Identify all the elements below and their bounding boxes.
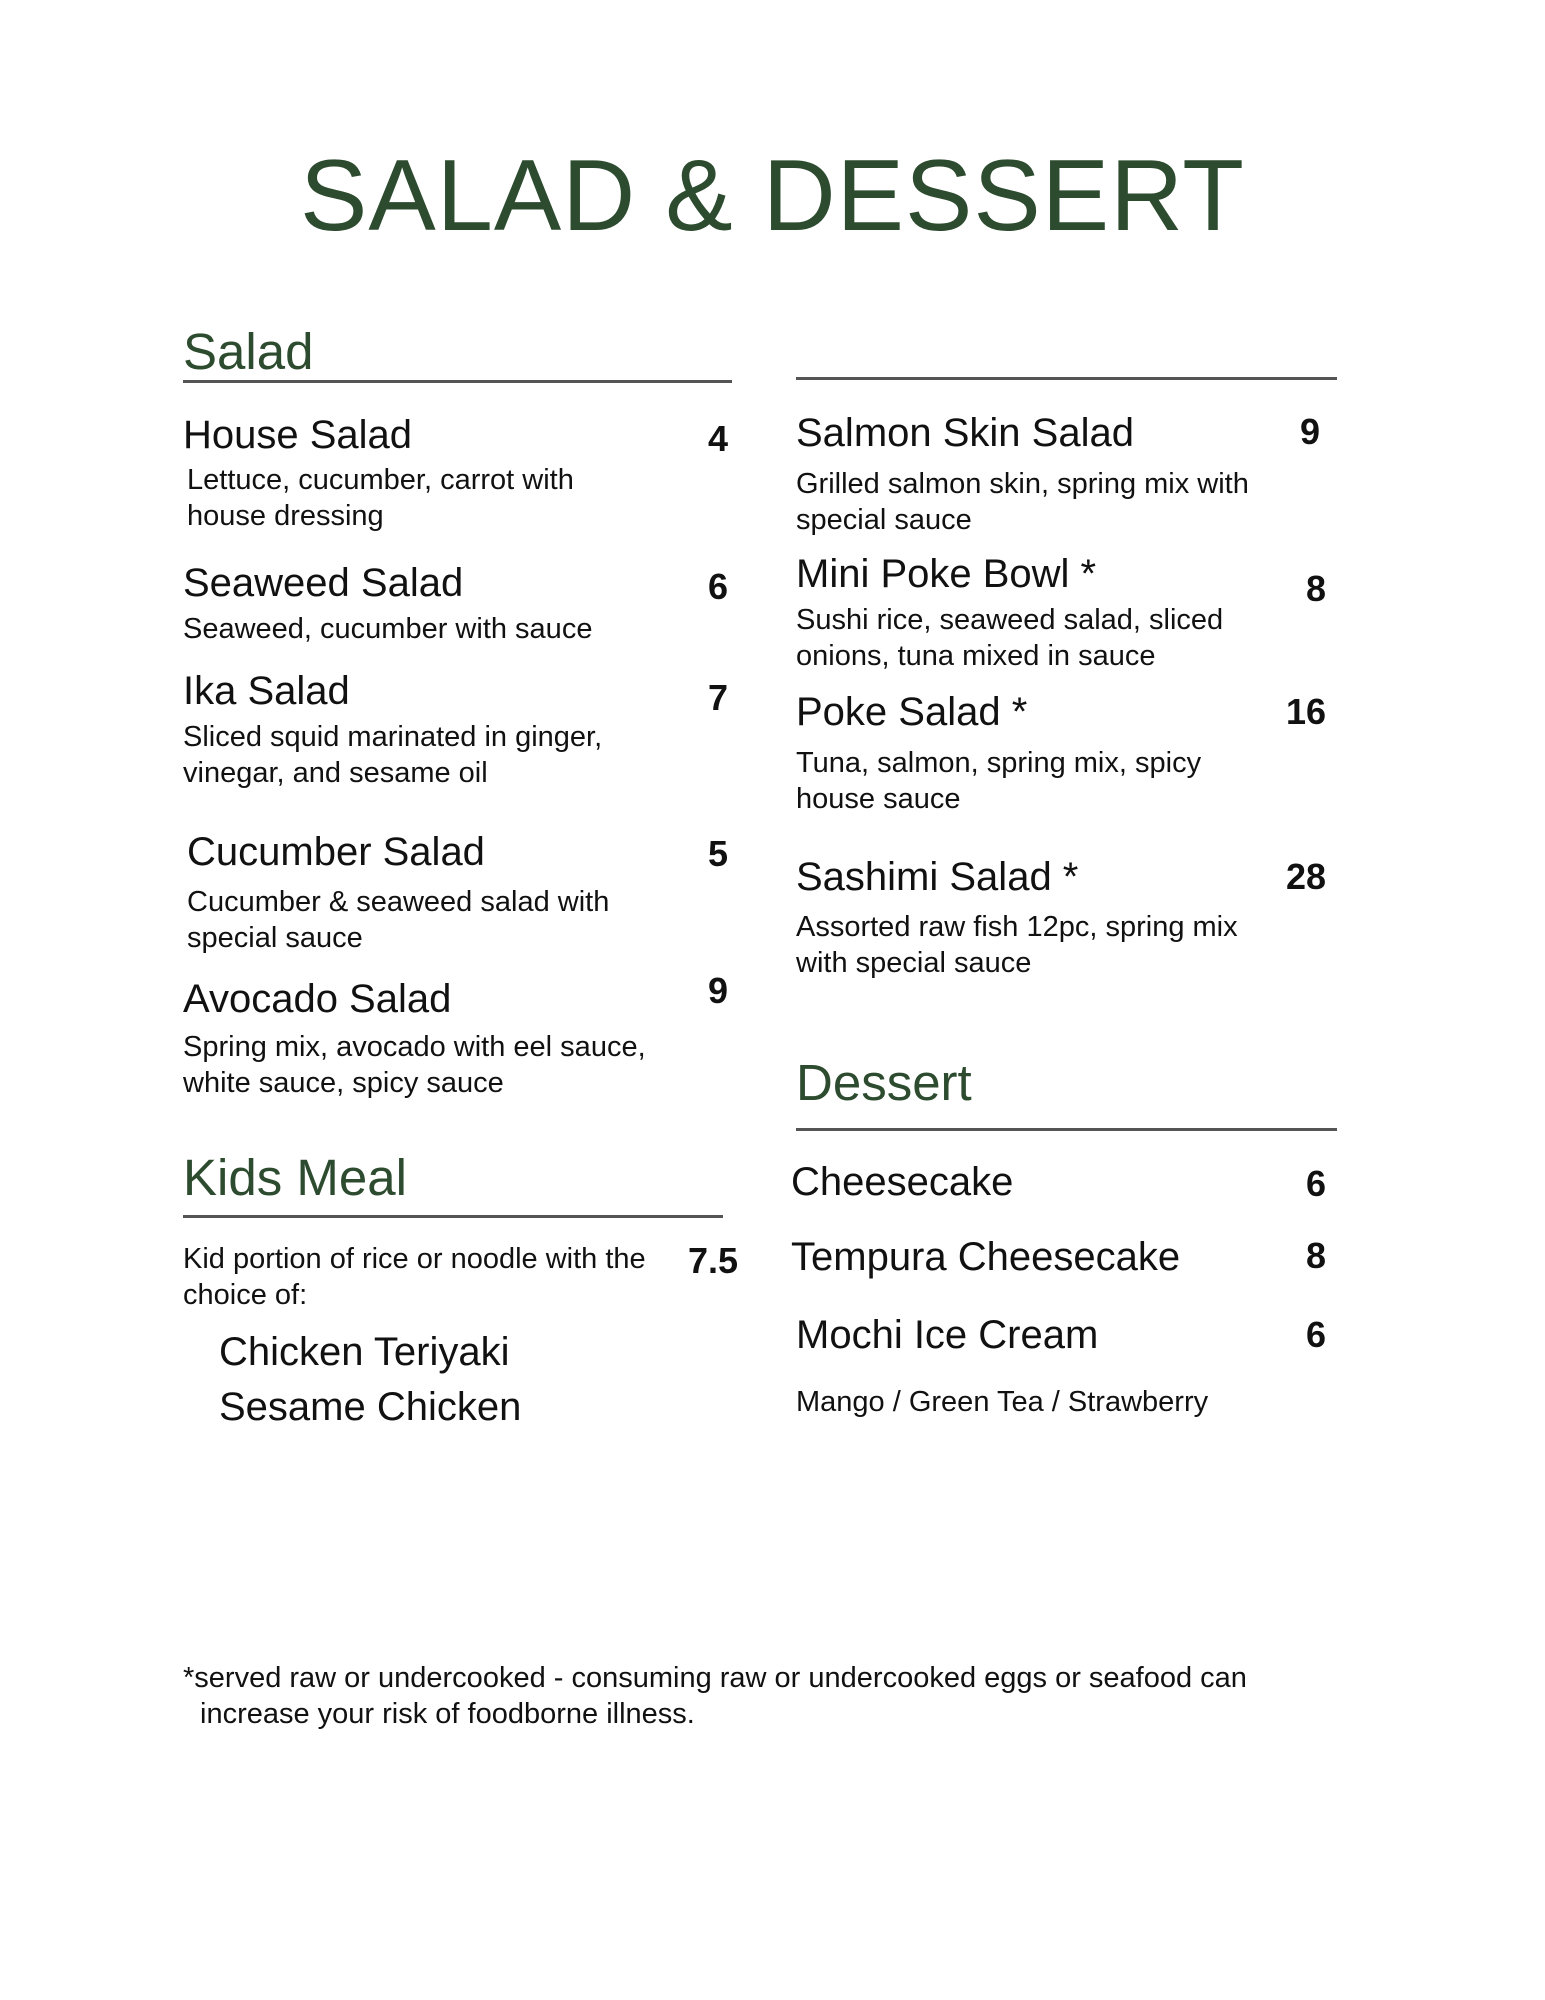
menu-item-price: 9 — [1299, 411, 1320, 452]
menu-item-description: Cucumber & seaweed salad with special sauce — [187, 886, 610, 954]
kids-meal-heading: Kids Meal — [183, 1149, 407, 1206]
menu-item-name: Ika Salad — [183, 669, 350, 713]
menu-item-description: Lettuce, cucumber, carrot with house dressing — [187, 464, 574, 532]
menu-item-price: 5 — [707, 833, 728, 874]
menu-item-price: 4 — [707, 418, 728, 459]
menu-item-price: 6 — [707, 566, 728, 607]
dessert-heading: Dessert — [796, 1054, 972, 1111]
menu-item-description: Mango / Green Tea / Strawberry — [796, 1386, 1209, 1418]
menu-item-description: Assorted raw fish 12pc, spring mix with special sauce — [796, 911, 1238, 979]
menu-item-price: 6 — [1305, 1314, 1326, 1355]
menu-item-price: 6 — [1305, 1163, 1326, 1204]
menu-item-name: Poke Salad * — [796, 690, 1028, 734]
menu-item-price: 16 — [1285, 691, 1326, 732]
menu-item-price: 8 — [1305, 1235, 1326, 1276]
menu-item-description: Tuna, salmon, spring mix, spicy house sauce — [796, 747, 1202, 815]
kids-meal-price: 7.5 — [687, 1240, 738, 1281]
salad-heading: Salad — [183, 323, 314, 380]
menu-title: SALAD & DESSERT — [300, 140, 1245, 252]
kids-meal-choice: Chicken Teriyaki — [219, 1330, 510, 1374]
menu-item-name: Mini Poke Bowl * — [796, 552, 1097, 596]
kids-meal-description: Kid portion of rice or noodle with the choice of: — [183, 1243, 646, 1311]
menu-item-name: Avocado Salad — [183, 977, 452, 1021]
dessert-divider — [796, 1128, 1337, 1131]
menu-item-description: Spring mix, avocado with eel sauce, white sauce, spicy sauce — [183, 1031, 646, 1099]
menu-item-name: Cucumber Salad — [187, 830, 485, 874]
menu-item-price: 9 — [707, 970, 728, 1011]
menu-item-description: Seaweed, cucumber with sauce — [183, 613, 593, 645]
menu-item-name: House Salad — [183, 413, 413, 457]
footnote-line-2: increase your risk of foodborne illness. — [200, 1698, 695, 1730]
menu-item-name: Mochi Ice Cream — [796, 1313, 1099, 1357]
footnote-line-1: *served raw or undercooked - consuming raw or undercooked eggs or seafood can — [183, 1662, 1247, 1694]
menu-item-description: Sliced squid marinated in ginger, vinegar, and sesame oil — [183, 721, 603, 789]
menu-item-name: Salmon Skin Salad — [796, 411, 1134, 455]
menu-item-description: Grilled salmon skin, spring mix with special sauce — [796, 468, 1249, 536]
kids-meal-choice: Sesame Chicken — [219, 1385, 522, 1429]
menu-item-price: 8 — [1305, 568, 1326, 609]
menu-item-price: 7 — [707, 677, 728, 718]
menu-item-price: 28 — [1285, 856, 1326, 897]
menu-item-name: Seaweed Salad — [183, 561, 464, 605]
salad-divider-left — [183, 380, 732, 383]
menu-item-name: Sashimi Salad * — [796, 855, 1079, 899]
menu-item-name: Tempura Cheesecake — [791, 1235, 1181, 1279]
kids-meal-divider — [183, 1215, 723, 1218]
salad-divider-right — [796, 377, 1337, 380]
menu-item-name: Cheesecake — [791, 1160, 1014, 1204]
menu-item-description: Sushi rice, seaweed salad, sliced onions, tuna mixed in sauce — [796, 604, 1224, 672]
